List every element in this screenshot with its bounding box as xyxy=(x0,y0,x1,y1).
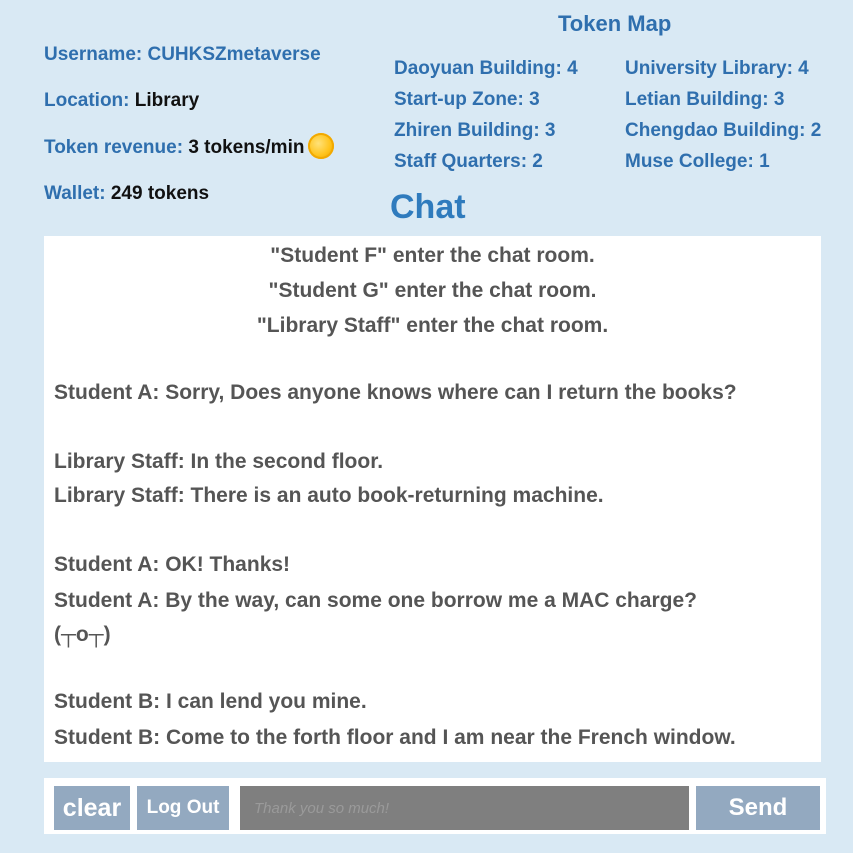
system-message: "Student F" enter the chat room. xyxy=(270,244,595,267)
message-input[interactable] xyxy=(240,786,689,830)
token-revenue-label: Token revenue: xyxy=(44,137,184,159)
token-map-item: Start-up Zone: 3 xyxy=(394,89,540,110)
location-label: Location: xyxy=(44,90,130,111)
wallet-value: 249 tokens xyxy=(110,183,210,204)
system-message: "Student G" enter the chat room. xyxy=(268,279,597,302)
chat-message: Student A: OK! Thanks! xyxy=(54,553,291,576)
location-value: Library xyxy=(134,90,200,111)
token-map-item: Zhiren Building: 3 xyxy=(394,120,556,141)
token-revenue-row xyxy=(44,135,334,161)
token-revenue-value: 3 tokens/min xyxy=(188,137,305,159)
clear-button[interactable]: clear xyxy=(54,786,130,830)
chat-message: Student B: I can lend you mine. xyxy=(54,690,367,713)
token-map-item: Daoyuan Building: 4 xyxy=(394,58,578,79)
wallet-label: Wallet: xyxy=(44,183,106,204)
token-map-title: Token Map xyxy=(558,11,672,36)
token-map-item: Muse College: 1 xyxy=(625,151,770,172)
send-button[interactable]: Send xyxy=(696,786,820,830)
token-map-item: University Library: 4 xyxy=(625,58,809,79)
chat-message: (┬o┬) xyxy=(54,623,111,646)
token-map-item: Staff Quarters: 2 xyxy=(394,151,543,172)
location-row xyxy=(44,90,199,112)
coin-icon xyxy=(308,133,334,159)
chat-message: Library Staff: In the second floor. xyxy=(54,450,384,473)
chat-message: Student B: Come to the forth floor and I am near the French window. xyxy=(54,726,736,749)
token-map-item: Letian Building: 3 xyxy=(625,89,785,110)
chat-message: Student A: By the way, can some one borrow me a MAC charge? xyxy=(54,589,697,612)
chat-message: Student A: Sorry, Does anyone knows where can I return the books? xyxy=(54,381,737,404)
chat-controls xyxy=(44,778,826,834)
system-message: "Library Staff" enter the chat room. xyxy=(256,314,609,337)
username-label: Username: CUHKSZmetaverse xyxy=(44,44,321,65)
chat-log[interactable] xyxy=(44,236,821,762)
wallet-row xyxy=(44,183,209,205)
chat-message: Library Staff: There is an auto book-returning machine. xyxy=(54,484,604,507)
chat-title: Chat xyxy=(390,188,466,226)
logout-button[interactable]: Log Out xyxy=(137,786,229,830)
token-map-item: Chengdao Building: 2 xyxy=(625,120,822,141)
